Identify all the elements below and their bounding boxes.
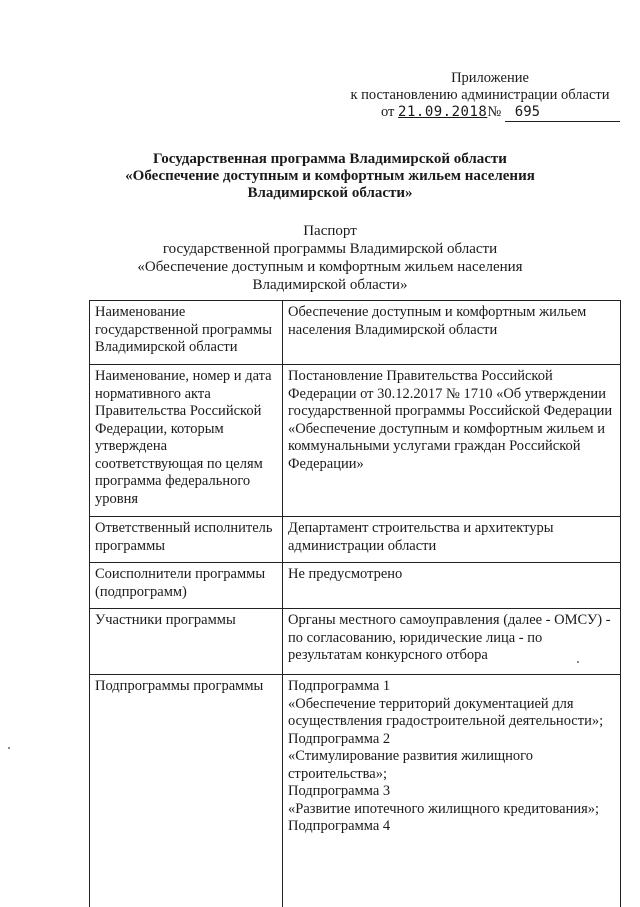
annex-number-sign: № xyxy=(487,104,502,120)
passport-title: Паспорт xyxy=(303,223,357,239)
annex-date-line xyxy=(381,104,630,122)
program-heading xyxy=(100,151,560,202)
table-row xyxy=(90,365,621,517)
table-row xyxy=(90,301,621,365)
annex-block xyxy=(330,70,630,122)
row-label: Наименование государственной программы Владимирской области xyxy=(90,301,283,365)
subprogram-line: Подпрограмма 3 xyxy=(288,783,391,799)
heading-line3: Владимирской области» xyxy=(247,185,413,201)
heading-line2: «Обеспечение доступным и комфортным жильем населения xyxy=(125,168,535,184)
passport-line2: государственной программы Владимирской области xyxy=(162,241,498,257)
subprogram-line: Подпрограмма 1 xyxy=(288,678,391,694)
row-value: Департамент строительства и архитектуры администрации области xyxy=(283,517,621,563)
row-value: Не предусмотрено xyxy=(283,563,621,609)
annex-from: от xyxy=(381,104,395,120)
table-row xyxy=(90,609,621,675)
subprogram-line: «Развитие ипотечного жилищного кредитования»; xyxy=(288,800,600,817)
subprogram-line: «Обеспечение территорий документацией для осуществления градостроительной деятельности»; xyxy=(288,695,604,729)
subprogram-line: «Стимулирование развития жилищного строительства»; xyxy=(288,748,533,782)
passport-line3: «Обеспечение доступным и комфортным жильем населения xyxy=(137,259,523,275)
row-value: Обеспечение доступным и комфортным жильем населения Владимирской области xyxy=(283,301,621,365)
annex-title: Приложение xyxy=(451,70,529,86)
table-row xyxy=(90,563,621,609)
row-value xyxy=(283,675,621,907)
subprogram-line: Подпрограмма 2 xyxy=(288,730,391,747)
row-value: Органы местного самоуправления (далее - ОМСУ) - по согласованию, юридические лица - по результатам конкурсного отбора xyxy=(283,609,621,675)
annex-line2: к постановлению администрации области xyxy=(350,87,610,103)
row-label: Соисполнители программы (подпрограмм) xyxy=(90,563,283,609)
row-value: Постановление Правительства Российской Федерации от 30.12.2017 № 1710 «Об утверждении государственной программы Российской Федерации «Обеспечение доступным и комфортным жильем и коммунальными услугами граждан Российской Федерации» xyxy=(283,365,621,517)
heading-line1: Государственная программа Владимирской области xyxy=(153,151,507,167)
table-row xyxy=(90,675,621,907)
table-row xyxy=(90,517,621,563)
passport-table xyxy=(89,300,621,907)
row-label: Наименование, номер и дата нормативного акта Правительства Российской Федерации, которым утверждена соответствующая по целям программа федерального уровня xyxy=(90,365,283,517)
annex-date: 21.09.2018 xyxy=(398,104,488,120)
passport-heading xyxy=(120,222,540,294)
scan-speck xyxy=(8,747,10,749)
subprogram-line: Подпрограмма 4 xyxy=(288,818,391,834)
row-label: Подпрограммы программы xyxy=(90,675,283,907)
row-label: Участники программы xyxy=(90,609,283,675)
scan-speck xyxy=(577,661,579,663)
row-label: Ответственный исполнитель программы xyxy=(90,517,283,563)
passport-line4: Владимирской области» xyxy=(252,277,408,293)
annex-number: 695 xyxy=(505,104,620,122)
